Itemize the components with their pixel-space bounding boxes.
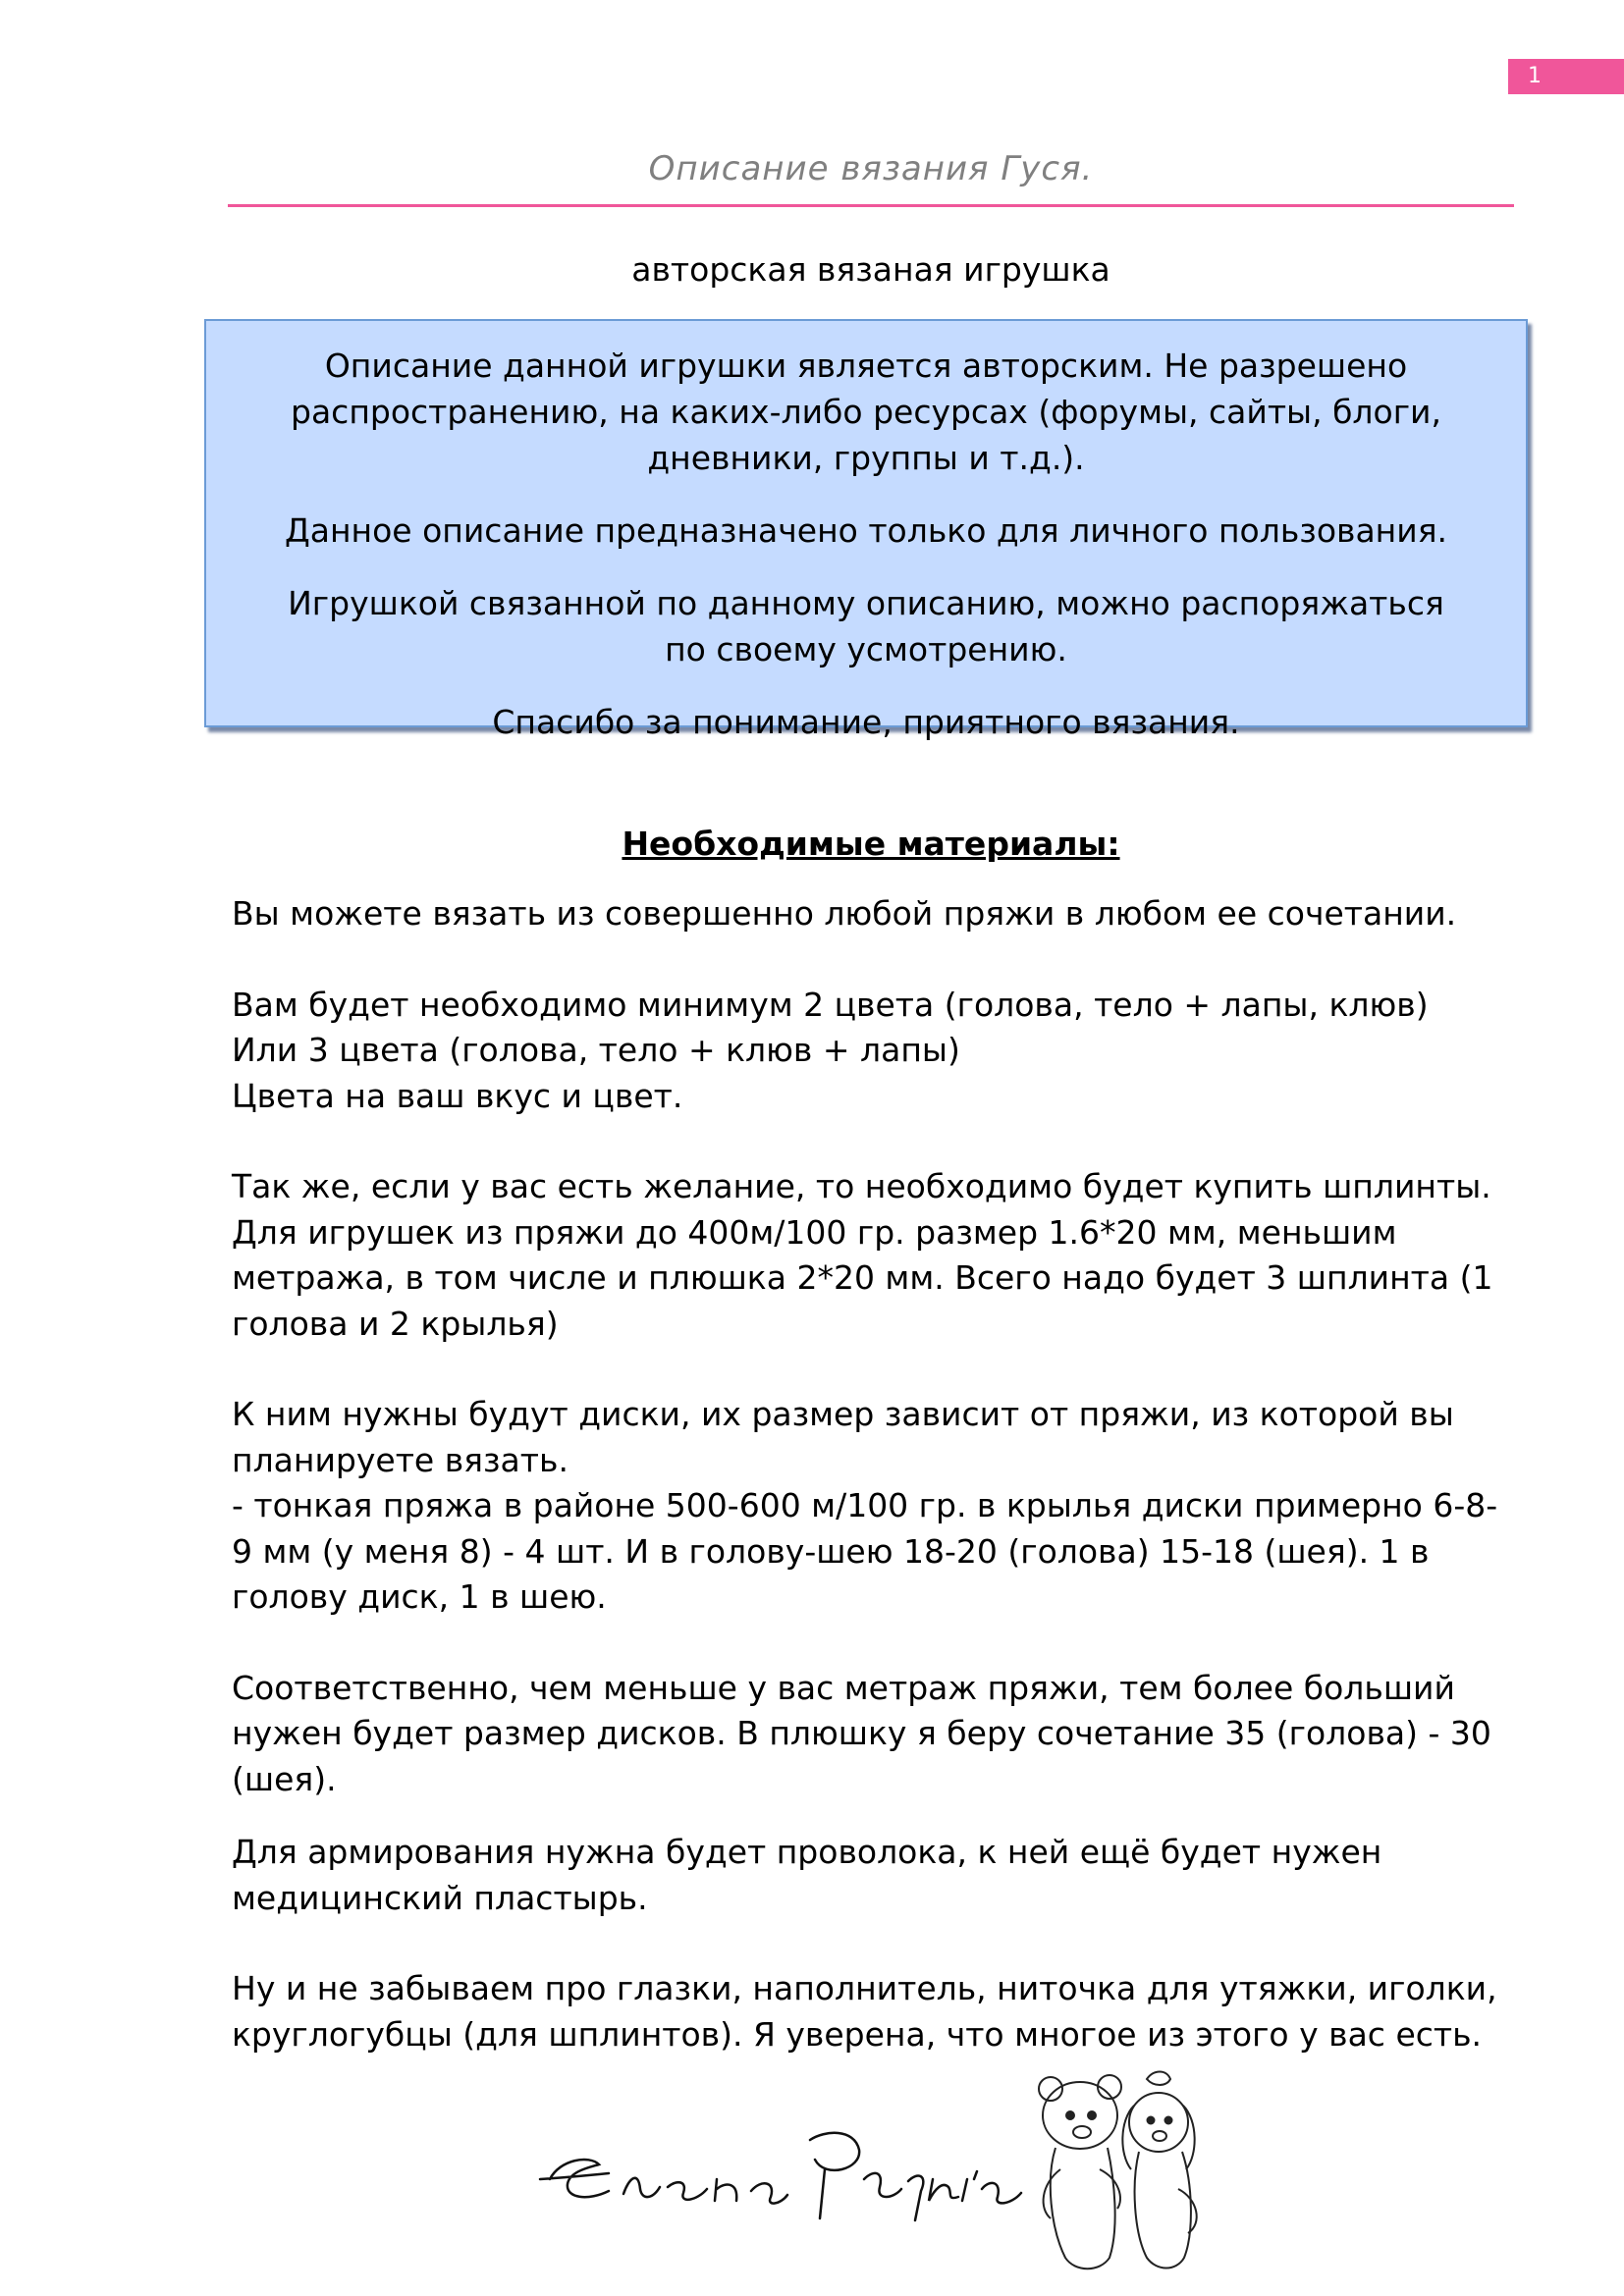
- materials-paragraph-disc-size: Соответственно, чем меньше у вас метраж пряжи, тем более больший нужен будет размер дисков. В плюшку я беру сочетание 35 (голова) - 30 (шея).: [232, 1668, 1491, 1798]
- materials-paragraph-wire: Для армирования нужна будет проволока, к ней ещё будет нужен медицинский пластырь.: [232, 1833, 1382, 1917]
- notice-copyright-text: Описание данной игрушки является авторским. Не разрешено распространению, на каких-либо ресурсах (форумы, сайты, блоги, дневники, группы и т.д.).: [291, 347, 1441, 477]
- materials-paragraph-yarn: Вы можете вязать из совершенно любой пряжи в любом ее сочетании.: [232, 894, 1457, 933]
- notice-toy-usage-text: Игрушкой связанной по данному описанию, можно распоряжаться по своему усмотрению.: [288, 584, 1444, 668]
- notice-thanks-text: Спасибо за понимание, приятного вязания.: [492, 703, 1240, 741]
- materials-paragraph-discs: К ним нужны будут диски, их размер зависит от пряжи, из которой вы планируете вязать.: [232, 1395, 1454, 1479]
- document-subtitle: авторская вязаная игрушка: [631, 250, 1110, 289]
- materials-paragraph-joints: Так же, если у вас есть желание, то необходимо будет купить шплинты. Для игрушек из пряжи до 400м/100 гр. размер 1.6*20 мм, меньшим метража, в том числе и плюшка 2*20 мм. Всего надо будет 3 шплинта (1 голова и 2 крылья): [232, 1167, 1493, 1343]
- document-title: Описание вязания Гуся.: [648, 149, 1094, 188]
- materials-paragraph-colors-line: Цвета на ваш вкус и цвет.: [232, 1076, 683, 1115]
- notice-personal-use-text: Данное описание предназначено только для личного пользования.: [284, 511, 1448, 550]
- header-divider: [228, 204, 1514, 207]
- materials-paragraph-colors-line: Вам будет необходимо минимум 2 цвета (голова, тело + лапы, клюв): [232, 985, 1429, 1024]
- materials-heading: Необходимые материалы:: [622, 825, 1120, 863]
- author-signature-image: [530, 2110, 1041, 2228]
- materials-body: [232, 891, 1518, 2057]
- materials-paragraph-extras: Ну и не забываем про глазки, наполнитель, ниточка для утяжки, иголки, круглогубцы (для шплинтов). Я уверена, что многое из этого у вас есть.: [232, 1969, 1497, 2054]
- materials-paragraph-colors-line: Или 3 цвета (голова, тело + клюв + лапы): [232, 1031, 960, 1069]
- materials-paragraph-discs-detail: - тонкая пряжа в районе 500-600 м/100 гр. в крылья диски примерно 6-8-9 мм (у меня 8) - 4 шт. И в голову-шею 18-20 (голова) 15-18 (шея). 1 в голову диск, 1 в шею.: [232, 1486, 1498, 1616]
- copyright-notice-box: [204, 319, 1528, 741]
- page-number-badge: 1: [1508, 59, 1624, 94]
- plush-toys-logo-icon: [1021, 2061, 1218, 2277]
